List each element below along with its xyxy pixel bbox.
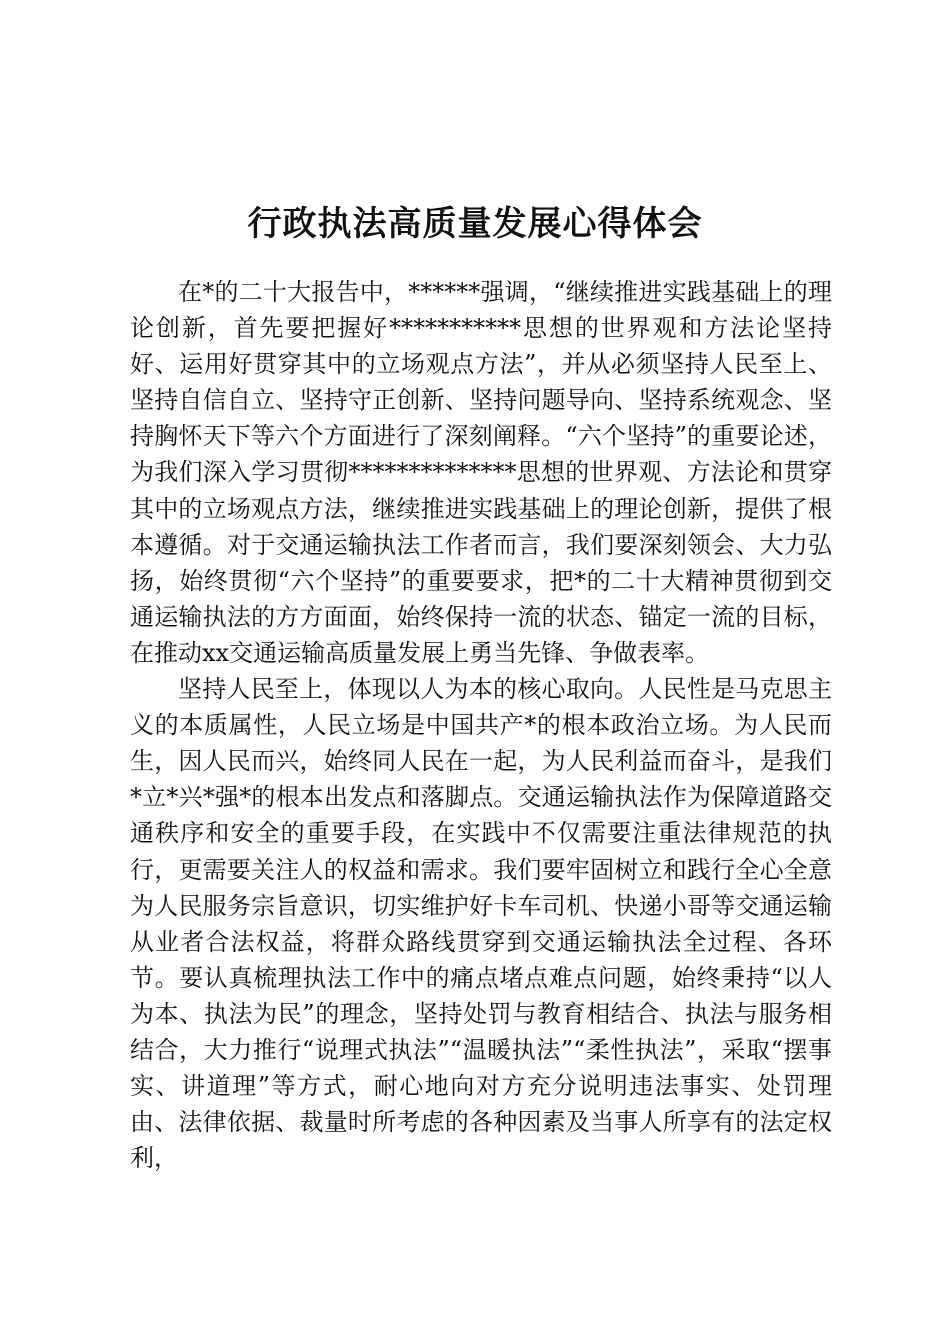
document-title: 行政执法高质量发展心得体会 [247,203,703,244]
document-body [130,274,832,1176]
paragraph-2: 坚持人民至上，体现以人为本的核心取向。人民性是马克思主义的本质属性，人民立场是中国共产*的根本政治立场。为人民而生，因人民而兴，始终同人民在一起，为人民利益而奋斗，是我们*立*兴*强*的根本出发点和落脚点。交通运输执法作为保障道路交通秩序和安全的重要手段，在实践中不仅需要注重法律规范的执行，更需要关注人的权益和需求。我们要牢固树立和践行全心全意为人民服务宗旨意识，切实维护好卡车司机、快递小哥等交通运输从业者合法权益，将群众路线贯穿到交通运输执法全过程、各环节。要认真梳理执法工作中的痛点堵点难点问题，始终秉持“以人为本、执法为民”的理念，坚持处罚与教育相结合、执法与服务相结合，大力推行“说理式执法”“温暖执法”“柔性执法”，采取“摆事实、讲道理”等方式，耐心地向对方充分说明违法事实、处罚理由、法律依据、裁量时所考虑的各种因素及当事人所享有的法定权利， [130,675,832,1173]
paragraph-1: 在*的二十大报告中，******强调，“继续推进实践基础上的理论创新，首先要把握好***********思想的世界观和方法论坚持好、运用好贯穿其中的立场观点方法”，并从必须坚持人民至上、坚持自信自立、坚持守正创新、坚持问题导向、坚持系统观念、坚持胸怀天下等六个方面进行了深刻阐释。“六个坚持”的重要论述，为我们深入学习贯彻**************思想的世界观、方法论和贯穿其中的立场观点方法，继续推进实践基础上的理论创新，提供了根本遵循。对于交通运输执法工作者而言，我们要深刻领会、大力弘扬，始终贯彻“六个坚持”的重要要求，把*的二十大精神贯彻到交通运输执法的方方面面，始终保持一流的状态、锚定一流的目标，在推动xx交通运输高质量发展上勇当先锋、争做表率。 [130,278,832,667]
